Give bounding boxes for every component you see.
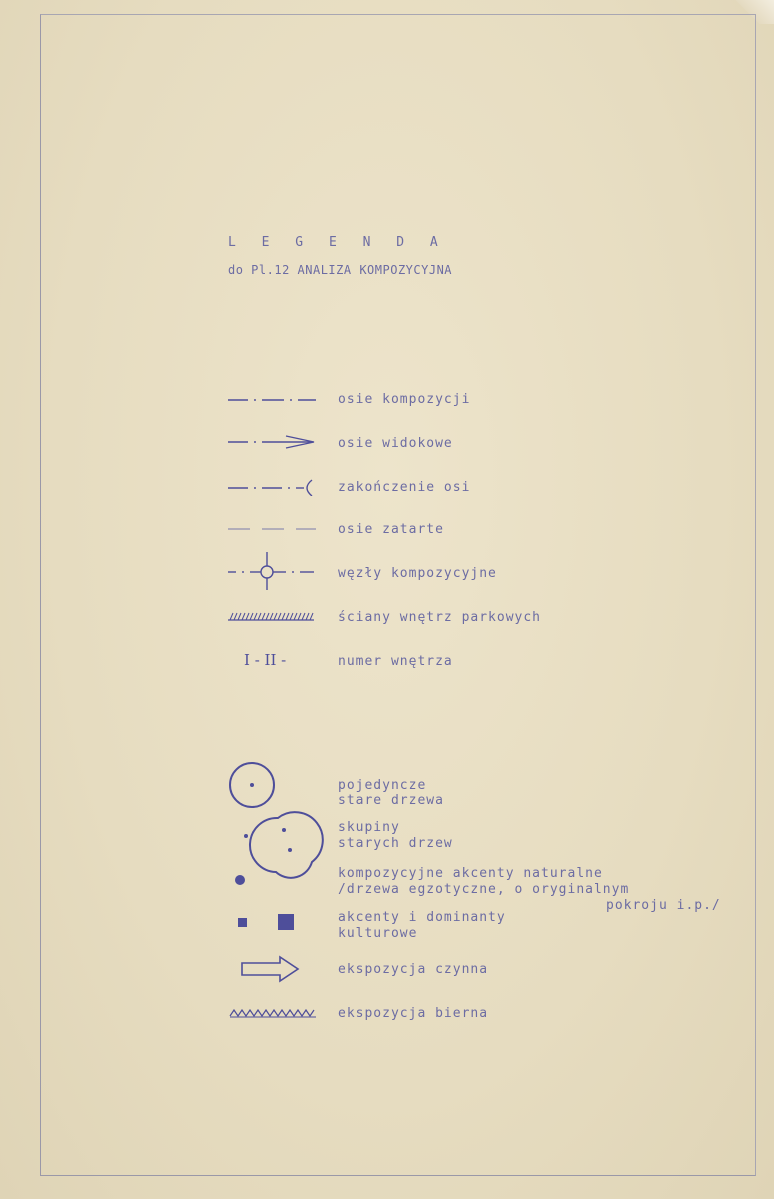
legend-label-natural-accent-2: /drzewa egzotyczne, o oryginalnym bbox=[338, 882, 630, 897]
squares-icon bbox=[234, 910, 304, 934]
legend-label-nodes: węzły kompozycyjne bbox=[338, 566, 497, 581]
legend-label-passive-exposure: ekspozycja bierna bbox=[338, 1006, 489, 1021]
outline-arrow-icon bbox=[240, 954, 302, 984]
legend-label-interior-number: numer wnętrza bbox=[338, 654, 453, 669]
dash-dot-line-icon bbox=[226, 392, 318, 406]
legend-label-walls: ściany wnętrz parkowych bbox=[338, 610, 542, 625]
dashed-line-icon bbox=[226, 522, 318, 536]
legend-title: L E G E N D A bbox=[228, 235, 447, 250]
legend-label-faded-axes: osie zatarte bbox=[338, 522, 444, 537]
legend-label-natural-accent-3: pokroju i.p./ bbox=[606, 898, 721, 913]
page-frame bbox=[40, 14, 756, 1176]
dot-icon bbox=[232, 872, 248, 888]
legend-label-tree-group-1: skupiny bbox=[338, 820, 400, 835]
dash-dot-arrow-icon bbox=[226, 434, 318, 450]
zigzag-icon bbox=[228, 1004, 318, 1020]
legend-label-cultural-2: kulturowe bbox=[338, 926, 418, 941]
legend-label-single-tree-2: stare drzewa bbox=[338, 793, 444, 808]
node-cross-icon bbox=[226, 550, 318, 594]
legend-subtitle: do Pl.12 ANALIZA KOMPOZYCYJNA bbox=[228, 263, 453, 277]
legend-label-single-tree-1: pojedyncze bbox=[338, 778, 427, 793]
legend-label-axis-end: zakończenie osi bbox=[338, 480, 471, 495]
dash-dot-end-icon bbox=[226, 478, 318, 496]
hatched-wall-icon bbox=[226, 608, 318, 624]
legend-label-axes: osie kompozycji bbox=[338, 392, 471, 407]
tree-group-icon bbox=[220, 804, 332, 880]
legend-label-view-axes: osie widokowe bbox=[338, 436, 453, 451]
legend-label-tree-group-2: starych drzew bbox=[338, 836, 453, 851]
legend-label-cultural-1: akcenty i dominanty bbox=[338, 910, 506, 925]
legend-label-active-exposure: ekspozycja czynna bbox=[338, 962, 489, 977]
legend-label-natural-accent-1: kompozycyjne akcenty naturalne bbox=[338, 866, 603, 881]
roman-numerals: I - II - bbox=[244, 651, 287, 669]
single-tree-icon bbox=[222, 760, 282, 810]
